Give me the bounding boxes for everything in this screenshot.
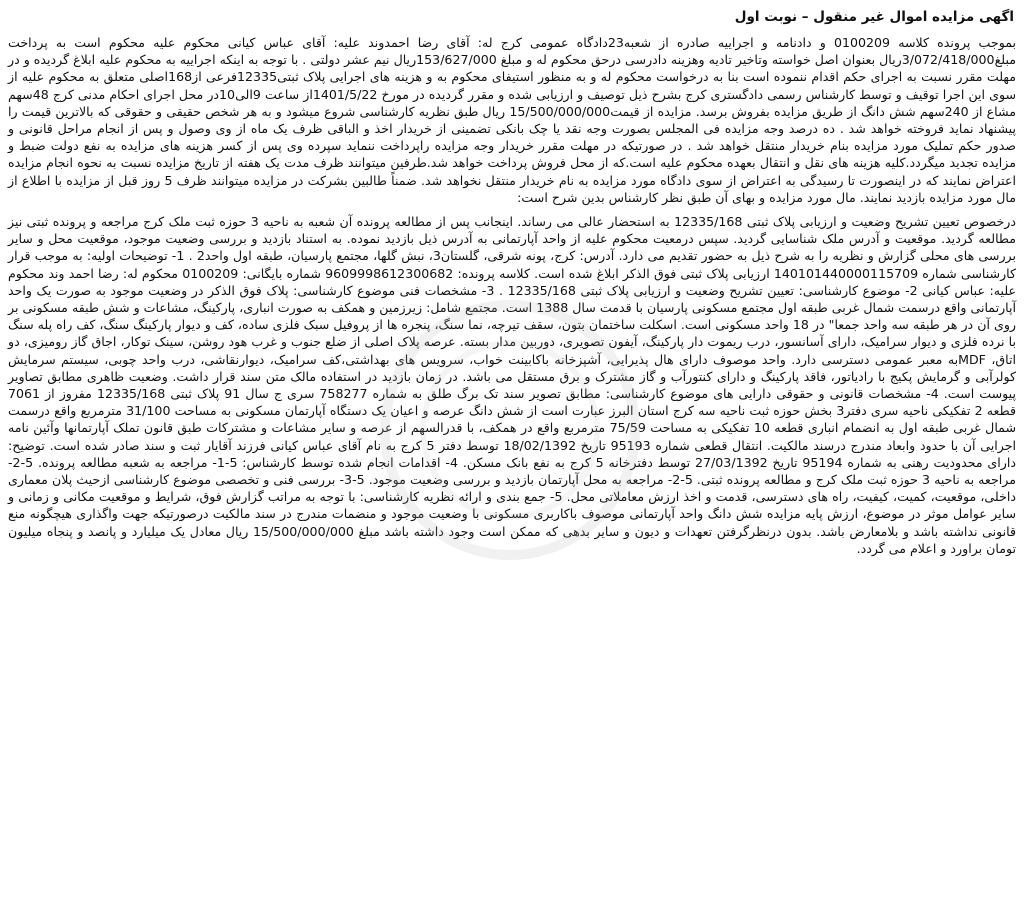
notice-title: اگهی مزایده اموال غیر منقول – نوبت اول bbox=[734, 9, 1014, 25]
expert-report-paragraph: درخصوص تعیین تشریح وضعیت و ارزیابی پلاک ثبتی 12335/168 به استحضار عالی می رساند. اینجانب پس از مطالعه پرونده آن شعبه به ناحیه 3 حوزه ثبت ملک کرج مراجعه و پرونده ثبتی نیز مطالعه گردید. موقعیت و آدرس ملک شناسایی گردید. سپس درمعیت محکوم علیه از واحد آپارتمانی به آدرس ذیل بازدید نموده. به استناد بازدید و بررسی وضعیت موجود، موقعیت محل و سایر بررسی های محلی گزارش و نظریه را به شرح ذیل به حضور تقدیم می دارد. آدرس: کرج، پونه شرقی، گلستان3، نبش گلها، مجتمع پارسیان، طبقه اول واحد2 . 1- توضیحات اولیه: به موجب قرار کارشناسی شماره 140101440000115709 ارزیابی پلاک ثبتی فوق الذکر ابلاغ شده است. کلاسه پرونده: 9609998612300682 شماره بایگانی: 0100209 محکوم له: رضا احمد وند محکوم علیه: عباس کیانی 2- موضوع کارشناسی: تعیین تشریح وضعیت و ارزیابی پلاک ثبتی 12335/168 . 3- مشخصات فنی موضوع کارشناسی: پلاک فوق الذکر در وضعیت موجود به صورت یک واحد آپارتمانی واقع درسمت شمال غربی طبقه اول مجتمع مسکونی پارسیان با قدمت سال 1388 است. مجتمع شامل: زیرزمین و همکف به صورت انباری، پارکینگ، مشاعات و شش طبقه مسکونی بر روی آن در هر طبقه سه واحد جمعا" در 18 واحد مسکونی است. اسکلت ساختمان بتون، سقف تیرچه، نما سنگ، پنجره ها از پروفیل سبک فلزی ساده، کف و دیوار پارکینگ سنگ، کف راه پله سنگ با نرده فلزی و دیوار سرامیک، دارای آسانسور، درب ریموت دار پارکینگ، آیفون تصویری، دوربین مدار بسته. عرصه پلاک اصلی از ضلع جنوب و غرب هود روشن، سینک توکار، اجاق گاز رومیزی، دو اتاق، MDFبه معبر عمومی دسترسی دارد. واحد موصوف دارای هال پذیرایی، آشپزخانه باکابینت خواب، سرویس های بهداشتی،کف سرامیک، دیوارنقاشی، درب واحد چوبی، سیستم سرمایش کولرآبی و گرمایش پکیج با رادیاتور، فاقد پارکینگ و دارای کنتورآب و گاز مشترک و برق مستقل می باشد. در زمان بازدید در استفاده مالک متن سند قرار داشت. وضعیت ظاهری مطابق تصاویر پیوست است. 4- مشخصات قانونی و حقوقی دارایی های موضوع کارشناسی: مطابق تصویر سند تک برگ طلق به شماره 758277 سری ج سال 91 پلاک ثبتی 12335/168 مفروز از 7061 قطعه 2 تفکیکی ناحیه سری دفتر3 بخش حوزه ثبت ناحیه سه کرج استان البرز عبارت است از شش دانگ عرصه و اعیان یک دستگاه آپارتمان مسکونی به مساحت 31/100 مترمربع واقع درسمت شمال غربی طبقه اول به انضمام انباری قطعه 10 تفکیکی به مساحت 75/59 مترمربع واقع در همکف، با قدرالسهم از عرصه و سایر مشاعات و مشترکات طبق قانون تملک آپارتمانها وآئین نامه اجرایی آن با حدود وابعاد مندرج درسند مالکیت. انتقال قطعی شماره 95193 تاریخ 18/02/1392 توسط دفتر 5 کرج به نام آقای عباس کیانی فرزند آقایار ثبت و سند صادر شده است. توضیح: دارای محدودیت رهنی به شماره 95194 تاریخ 27/03/1392 توسط دفترخانه 5 کرج به نفع بانک مسکن. 4- اقدامات انجام شده توسط کارشناس: 5-1- مراجعه به شعبه مطالعه پرونده. 5-2- مراجعه به ناحیه 3 حوزه ثبت ملک کرج و مطالعه پرونده ثبتی. 5-2- مراجعه به محل آپارتمان بازدید و بررسی وضعیت موجود. 5-3- بررسی فنی و تخصصی موضوع کارشناسی ازحیث پلان معماری داخلی، موقعیت، کمیت، کیفیت، راه های دسترسی، قدمت و اخذ ارزش معاملاتی محل. 5- جمع بندی و ارائه نظریه کارشناسی: با توجه به مراتب گزارش فوق، شرایط و موقعیت مکانی و زمانی و سایر عوامل موثر در موضوع، ارزش پایه مزایده شش دانگ واحد آپارتمانی موصوف باکاربری مسکونی با وضعیت موجود و منضمات مندرج در سند مالکیت درصورتیکه جهت واگذاری هیچگونه منع قانونی نداشته باشد و بلامعارض باشد. بدون درنظرگرفتن تعهدات و دیون و سایر بدهی که ممکن است وجود داشته باشد مبلغ 15/500/000/000 ریال معادل یک میلیارد و پانصد و پنجاه میلیون تومان براورد و اعلام می گردد. bbox=[8, 214, 1017, 556]
auction-terms-paragraph: بموجب پرونده کلاسه 0100209 و دادنامه و اجراییه صادره از شعبه23دادگاه عمومی کرج له: آقای رضا احمدوند علیه: آقای عباس کیانی محکوم علیه محکوم است به پرداخت مبلغ3/072/418/000ریال بعنوان اصل خواسته وتاخیر تادیه وهزینه دادرسی درحق محکوم له و مبلغ 153/627/000ریال نیم عشر دولتی . با توجه به اینکه اجراییه به محکوم علیه ابلاغ گردیده و در مهلت مقرر نسبت به اجرای حکم اقدام ننموده است بنا به درخواست محکوم له و به منظور استیفای محکوم به و هزینه های اجرایی پلاک ثبتی12335فرعی از168اصلی متعلق به محکوم علیه از سوی این اجرا توقیف و توسط کارشناس رسمی دادگستری کرج بشرح ذیل توصیف و ارزیابی شده و مقرر گردیده در مورخ 1401/5/22از ساعت 9الی10در محل اجرای احکام مدنی کرج 48سهم مشاع از 240سهم شش دانگ از طریق مزایده بفروش برسد. مزایده از قیمت15/500/000/000 ریال طبق نظریه کارشناسی شروع میشود و به هر شخص حقیقی و حقوقی که بالاترین قیمت را پیشنهاد نماید فروخته خواهد شد . ده درصد وجه مزایده فی المجلس بصورت وجه نقد یا چک بانکی تضمینی از خریدار اخذ و الباقی ظرف یک ماه از وی وصول و پس از انجام مراحل قانونی و صدور حکم تملیک مورد مزایده بنام خریدار منتقل خواهد شد . در صورتیکه در مهلت مقرر خریدار وجه مزایده راپرداخت ننماید سپرده وی پس از کسر هزینه های مزایده به نفع دولت ضبط و مزایده تجدید میگردد.کلیه هزینه های نقل و انتقال بعهده محکوم علیه است.که از محل فروش پرداخت خواهد شد.طرفین میتوانند ظرف مدت یک هفته از تاریخ مزایده نسبت به نحوه انجام مزایده اعتراض نمایند که در اینصورت تا رسیدگی به اعتراض از سوی دادگاه مورد مزایده به نام خریدار منتقل نخواهد شد. ضمناً طالبین بشرکت در مزایده میتوانند ظرف 5 روز قبل از مزایده با اطلاع از مال مورد مزایده بازدید نمایند. مال مورد مزایده و بهای آن طبق نظر کارشناس بدین شرح است: bbox=[8, 35, 1017, 205]
